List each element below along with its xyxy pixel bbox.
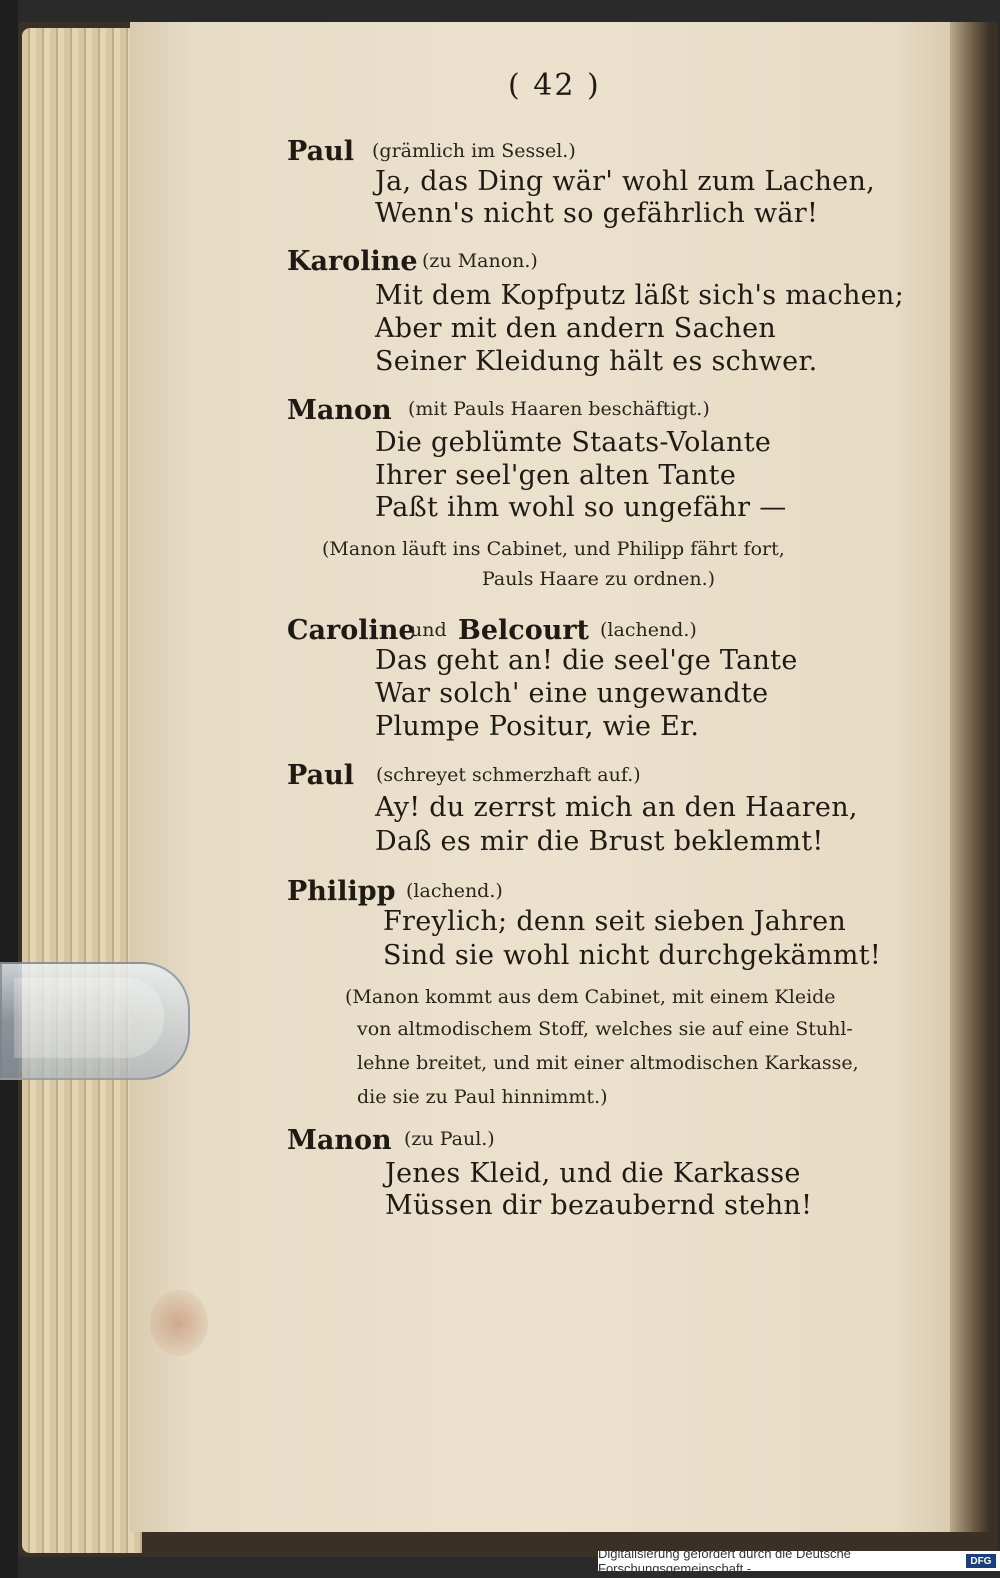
stage-direction: (lachend.) bbox=[600, 619, 697, 641]
page-number: ( 42 ) bbox=[508, 68, 601, 103]
book-gutter bbox=[950, 22, 990, 1532]
verse-line: Daß es mir die Brust beklemmt! bbox=[375, 826, 824, 857]
verse-line: Ay! du zerrst mich an den Haaren, bbox=[375, 792, 858, 823]
stage-direction: lehne breitet, und mit einer altmodischen Karkasse, bbox=[357, 1052, 859, 1074]
stage-direction: die sie zu Paul hinnimmt.) bbox=[357, 1086, 608, 1108]
page-clip bbox=[0, 962, 190, 1080]
verse-line: Ihrer seel'gen alten Tante bbox=[375, 460, 737, 491]
verse-line: Jenes Kleid, und die Karkasse bbox=[385, 1158, 801, 1189]
stage-direction: (zu Manon.) bbox=[422, 250, 538, 272]
stage-direction: (grämlich im Sessel.) bbox=[372, 140, 576, 162]
verse-line: Aber mit den andern Sachen bbox=[375, 313, 777, 344]
verse-line: Seiner Kleidung hält es schwer. bbox=[375, 346, 818, 377]
speaker-name: Philipp bbox=[287, 876, 396, 907]
speaker-name: Paul bbox=[287, 760, 354, 791]
stage-direction: (schreyet schmerzhaft auf.) bbox=[376, 764, 641, 786]
clip-highlight bbox=[14, 978, 164, 1058]
verse-line: Paßt ihm wohl so ungefähr — bbox=[375, 492, 787, 523]
scan-border bbox=[0, 0, 18, 1578]
verse-line: War solch' eine ungewandte bbox=[375, 678, 769, 709]
stage-direction: (zu Paul.) bbox=[404, 1128, 495, 1150]
stage-direction: von altmodischem Stoff, welches sie auf eine Stuhl- bbox=[357, 1018, 853, 1040]
speaker-name: Karoline bbox=[287, 246, 418, 277]
stage-direction: (Manon kommt aus dem Cabinet, mit einem Kleide bbox=[345, 986, 836, 1008]
verse-line: Sind sie wohl nicht durchgekämmt! bbox=[383, 940, 881, 971]
speaker-name: Paul bbox=[287, 136, 354, 167]
verse-line: Mit dem Kopfputz läßt sich's machen; bbox=[375, 280, 905, 311]
speaker-name: Belcourt bbox=[458, 615, 590, 646]
verse-line: Freylich; denn seit sieben Jahren bbox=[383, 906, 847, 937]
paper-stain bbox=[150, 1290, 208, 1356]
digitization-footer bbox=[598, 1546, 1000, 1576]
verse-line: Ja, das Ding wär' wohl zum Lachen, bbox=[375, 166, 876, 197]
verse-line: Die geblümte Staats-Volante bbox=[375, 427, 772, 458]
speaker-name: Caroline bbox=[287, 615, 416, 646]
verse-line: Plumpe Positur, wie Er. bbox=[375, 711, 700, 742]
verse-line: Das geht an! die seel'ge Tante bbox=[375, 645, 798, 676]
verse-line: Wenn's nicht so gefährlich wär! bbox=[375, 198, 819, 229]
footer-credit: Digitalisierung gefördert durch die Deutsche Forschungsgemeinschaft - bbox=[598, 1546, 851, 1576]
speaker-name: Manon bbox=[287, 395, 392, 426]
stage-direction: Pauls Haare zu ordnen.) bbox=[482, 568, 716, 590]
speaker-conjunction: und bbox=[410, 619, 447, 641]
stage-direction: (lachend.) bbox=[406, 880, 503, 902]
stage-direction: (Manon läuft ins Cabinet, und Philipp fährt fort, bbox=[322, 538, 785, 560]
verse-line: Müssen dir bezaubernd stehn! bbox=[385, 1190, 813, 1221]
dfg-logo: DFG bbox=[966, 1554, 996, 1568]
speaker-name: Manon bbox=[287, 1125, 392, 1156]
stage-direction: (mit Pauls Haaren beschäftigt.) bbox=[408, 398, 710, 420]
page-edges bbox=[22, 28, 142, 1553]
